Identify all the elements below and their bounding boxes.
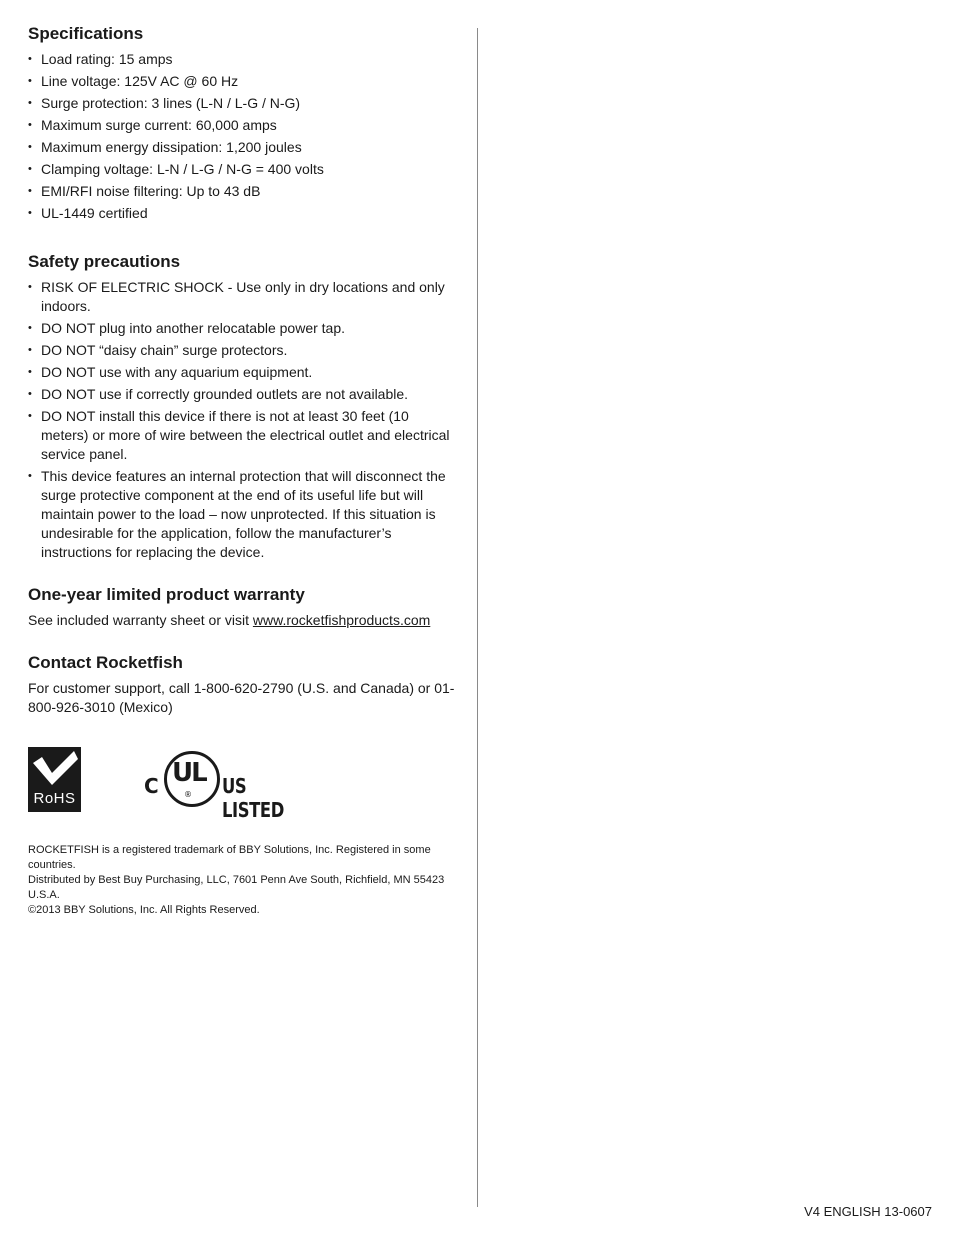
warranty-text-label: See included warranty sheet or visit: [28, 612, 253, 628]
legal-line-distributor: Distributed by Best Buy Purchasing, LLC, 7601 Penn Ave South, Richfield, MN 55423 U.S.A.: [28, 874, 445, 901]
rohs-logo: [28, 747, 81, 812]
warranty-heading: One-year limited product warranty: [28, 585, 305, 604]
safety-item: • DO NOT plug into another relocatable power tap.: [28, 319, 458, 338]
spec-item: • UL-1449 certified: [28, 204, 458, 223]
legal-line-copyright: ©2013 BBY Solutions, Inc. All Rights Reserved.: [28, 904, 260, 916]
warranty-section: [28, 583, 458, 630]
registered-icon: ®: [184, 790, 192, 799]
warranty-text: [28, 611, 458, 630]
warranty-link[interactable]: www.rocketfishproducts.com: [252, 612, 431, 628]
ul-listed-label: US LISTED: [222, 774, 284, 822]
spec-item: • EMI/RFI noise filtering: Up to 43 dB: [28, 182, 458, 201]
safety-item: • DO NOT install this device if there is not at least 30 feet (10 meters) or more of wire between the electrical outlet and electrical service panel.: [28, 407, 458, 464]
contact-text: For customer support, call 1-800-620-2790 (U.S. and Canada) or 01-800-926-3010 (Mexico): [28, 680, 455, 715]
contact-heading: Contact Rocketfish: [28, 653, 183, 672]
spec-item: • Maximum surge current: 60,000 amps: [28, 116, 458, 135]
left-column: [28, 22, 458, 918]
column-divider: [477, 28, 478, 1207]
safety-item: • This device features an internal protection that will disconnect the surge protective component at the end of its useful life but will maintain power to the load – now unprotected. If this situation is undesirable for the application, follow the manufacturer’s instructions for replacing the device.: [28, 467, 458, 562]
ul-text: UL: [172, 758, 206, 788]
legal-line-trademark: ROCKETFISH is a registered trademark of BBY Solutions, Inc. Registered in some countries.: [28, 844, 431, 871]
certification-logos: [28, 745, 458, 822]
safety-item: • DO NOT use with any aquarium equipment.: [28, 363, 458, 382]
safety-item: • DO NOT use if correctly grounded outlets are not available.: [28, 385, 458, 404]
safety-section: [28, 250, 458, 562]
safety-item: • RISK OF ELECTRIC SHOCK - Use only in dry locations and only indoors.: [28, 278, 458, 316]
specifications-list: [28, 50, 458, 223]
spec-item: • Clamping voltage: L-N / L-G / N-G = 400 volts: [28, 160, 458, 179]
safety-heading: Safety precautions: [28, 252, 181, 271]
specifications-heading: Specifications: [28, 24, 144, 43]
safety-list: [28, 278, 458, 562]
spec-item: • Load rating: 15 amps: [28, 50, 458, 69]
checkmark-icon: [28, 747, 81, 791]
legal-text: [28, 843, 458, 918]
rohs-label: RoHS: [33, 790, 76, 807]
ul-listed-logo: [144, 748, 314, 822]
safety-item: • DO NOT “daisy chain” surge protectors.: [28, 341, 458, 360]
version-label: V4 ENGLISH 13-0607: [804, 1204, 932, 1219]
spec-item: • Line voltage: 125V AC @ 60 Hz: [28, 72, 458, 91]
contact-section: [28, 651, 458, 717]
spec-item: • Maximum energy dissipation: 1,200 joules: [28, 138, 458, 157]
ul-c-label: C: [144, 774, 159, 798]
specifications-section: [28, 22, 458, 223]
spec-item: • Surge protection: 3 lines (L-N / L-G / N-G): [28, 94, 458, 113]
